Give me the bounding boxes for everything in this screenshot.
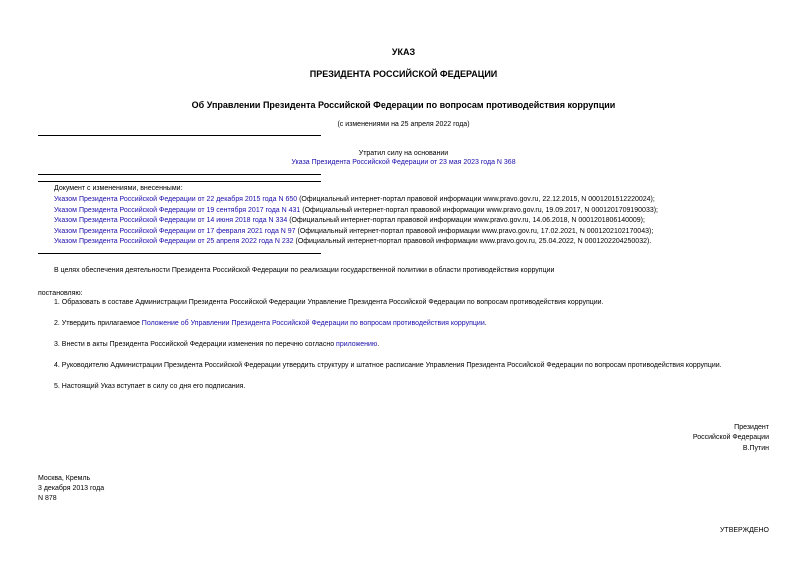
repeal-link[interactable]: Указа Президента Российской Федерации от 23 мая 2023 года N 368 xyxy=(291,159,516,166)
document-subject: Об Управлении Президента Российской Федерации по вопросам противодействия коррупции xyxy=(191,100,616,110)
decree-word: постановляю: xyxy=(38,290,83,297)
amendment-source: (Официальный интернет-портал правовой информации www.pravo.gov.ru, 19.09.2017, N 0001201709190033); xyxy=(300,207,659,214)
doc-type-title: УКАЗ xyxy=(391,47,416,57)
appendix-link[interactable]: приложению xyxy=(336,341,378,348)
divider xyxy=(38,135,321,136)
amendment-item xyxy=(54,206,658,216)
paragraph-1: 1. Образовать в составе Администрации Президента Российской Федерации Управление Президента Российской Федерации по вопросам противодействия коррупции. xyxy=(54,299,604,306)
decree-number: N 878 xyxy=(38,495,57,502)
amendment-item xyxy=(54,195,655,205)
paragraph-5: 5. Настоящий Указ вступает в силу со дня его подписания. xyxy=(54,383,246,390)
paragraph-2-end: . xyxy=(484,320,487,327)
amendment-source: (Официальный интернет-портал правовой информации www.pravo.gov.ru, 25.04.2022, N 0001202204250032). xyxy=(293,238,652,245)
issuer-title: ПРЕЗИДЕНТА РОССИЙСКОЙ ФЕДЕРАЦИИ xyxy=(309,69,498,79)
amendment-link[interactable]: Указом Президента Российской Федерации от 25 апреля 2022 года N 232 xyxy=(54,238,294,245)
signature-title: Президент xyxy=(734,424,769,431)
preamble: В целях обеспечения деятельности Президента Российской Федерации по реализации государственной политики в области противодействия коррупции xyxy=(54,267,555,274)
regulation-link[interactable]: Положение об Управлении Президента Российской Федерации по вопросам противодействия коррупции xyxy=(141,320,485,327)
amendment-link[interactable]: Указом Президента Российской Федерации от 22 декабря 2015 года N 650 xyxy=(54,196,298,203)
paragraph-3 xyxy=(54,341,379,348)
amendment-source: (Официальный интернет-портал правовой информации www.pravo.gov.ru, 22.12.2015, N 0001201512220024); xyxy=(297,196,655,203)
divider xyxy=(38,253,321,254)
amendment-link[interactable]: Указом Президента Российской Федерации от 14 июня 2018 года N 334 xyxy=(54,217,288,224)
amendment-item xyxy=(54,237,651,247)
amendment-source: (Официальный интернет-портал правовой информации www.pravo.gov.ru, 14.06.2018, N 0001201806140009); xyxy=(287,217,645,224)
repeal-text: Утратил силу на основании xyxy=(358,150,449,157)
amendment-link[interactable]: Указом Президента Российской Федерации от 19 сентября 2017 года N 431 xyxy=(54,207,301,214)
signing-date: 3 декабря 2013 года xyxy=(38,485,105,492)
paragraph-3-end: . xyxy=(377,341,380,348)
amendments-intro: Документ с изменениями, внесенными: xyxy=(54,185,183,192)
amendment-source: (Официальный интернет-портал правовой информации www.pravo.gov.ru, 17.02.2021, N 0001202102170043); xyxy=(295,228,654,235)
amendment-item xyxy=(54,216,645,226)
signature-office: Российской Федерации xyxy=(692,434,769,441)
approved-label: УТВЕРЖДЕНО xyxy=(719,527,769,534)
divider xyxy=(38,174,321,175)
divider xyxy=(38,181,321,182)
paragraph-3-text: 3. Внести в акты Президента Российской Федерации изменения по перечню согласно xyxy=(54,341,337,348)
paragraph-2 xyxy=(54,320,487,327)
amendment-item xyxy=(54,227,653,237)
amendment-link[interactable]: Указом Президента Российской Федерации от 17 февраля 2021 года N 97 xyxy=(54,228,296,235)
edition-note: (с изменениями на 25 апреля 2022 года) xyxy=(337,121,470,128)
signature-name: В.Путин xyxy=(742,445,769,452)
paragraph-4: 4. Руководителю Администрации Президента Российской Федерации утвердить структуру и штатное расписание Управления Президента Российской Федерации по вопросам противодействия коррупции. xyxy=(54,362,722,369)
paragraph-2-text: 2. Утвердить прилагаемое xyxy=(54,320,142,327)
signing-place: Москва, Кремль xyxy=(38,475,91,482)
